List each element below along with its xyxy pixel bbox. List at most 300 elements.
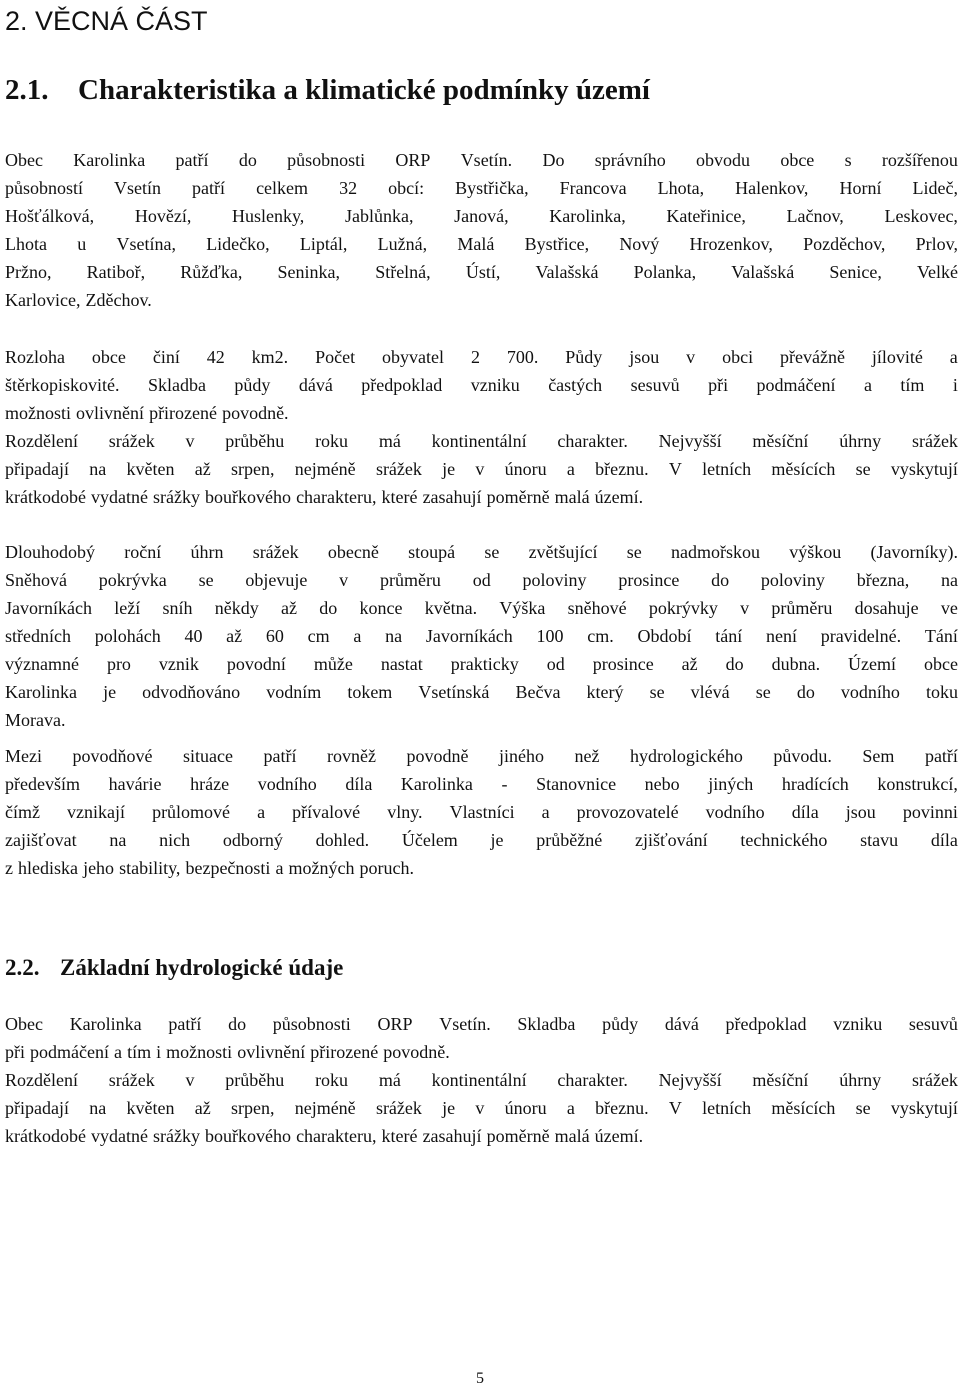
word: na	[89, 459, 107, 479]
word: působnosti	[287, 150, 366, 170]
text-line	[5, 650, 958, 678]
word: havárie	[108, 774, 162, 794]
word: půdy	[602, 1014, 639, 1034]
word: jílovité	[871, 347, 923, 367]
text-line	[5, 770, 958, 798]
word: Morava.	[5, 710, 66, 730]
word: Huslenky,	[231, 206, 305, 226]
word: významné	[5, 654, 79, 674]
word: květen	[126, 459, 175, 479]
word: přirozené	[310, 1042, 379, 1062]
word: Javorníkách	[5, 598, 92, 618]
word: Pržno,	[5, 262, 52, 282]
word: v	[185, 1070, 195, 1090]
word: nejméně	[294, 459, 356, 479]
word: Halenkov,	[735, 178, 809, 198]
word: charakteru,	[296, 1126, 377, 1146]
word: i	[952, 375, 958, 395]
word: štěrkopiskovité.	[5, 375, 120, 395]
word: srážek	[375, 1098, 422, 1118]
word: měsíční	[752, 431, 809, 451]
word: původu.	[773, 746, 832, 766]
word: které	[381, 1126, 418, 1146]
word: Sem	[862, 746, 895, 766]
word: se	[855, 459, 871, 479]
word: a	[257, 802, 266, 822]
word: Karolinka,	[549, 206, 626, 226]
word: srpen,	[230, 1098, 275, 1118]
word: a	[863, 375, 872, 395]
word: 42	[206, 347, 225, 367]
text-line	[5, 538, 958, 566]
word: vyskytují	[890, 459, 958, 479]
word: podmáčení	[30, 1042, 110, 1062]
word: Ratiboř,	[86, 262, 146, 282]
word: Účelem	[401, 830, 458, 850]
word: Vsetínská	[418, 682, 490, 702]
word: obce	[924, 654, 958, 674]
word: vlévá	[690, 682, 730, 702]
text-line	[5, 826, 958, 854]
word: Výška	[499, 598, 546, 618]
word: srážky	[153, 487, 201, 507]
word: na	[109, 830, 127, 850]
word: Polanka,	[633, 262, 697, 282]
word: se	[855, 1098, 871, 1118]
word: obecně	[327, 542, 379, 562]
word: Rozdělení	[5, 1070, 78, 1090]
word: ORP	[395, 150, 431, 170]
text-line	[5, 1038, 958, 1066]
word: jsou	[845, 802, 876, 822]
word: sesuvů	[908, 1014, 958, 1034]
word: v	[686, 347, 696, 367]
word: Hovězí,	[134, 206, 192, 226]
word: vzniku	[833, 1014, 883, 1034]
text-line	[5, 622, 958, 650]
word: Janová,	[454, 206, 509, 226]
word: Hošťálková,	[5, 206, 95, 226]
word: je	[442, 459, 456, 479]
word: má	[378, 1070, 401, 1090]
word: Karolinka	[69, 1014, 142, 1034]
word: i	[156, 1042, 162, 1062]
section-title: Základní hydrologické údaje	[60, 955, 344, 980]
word: obvodu	[696, 150, 751, 170]
word: Dlouhodobý	[5, 542, 95, 562]
word: povodní	[226, 654, 286, 674]
word: území.	[594, 487, 644, 507]
word: cm	[307, 626, 330, 646]
word: u	[77, 234, 87, 254]
word: do	[725, 654, 744, 674]
word: možnosti	[166, 1042, 233, 1062]
word: Lačnov,	[786, 206, 844, 226]
word: Liptál,	[299, 234, 348, 254]
word: území.	[594, 1126, 644, 1146]
word: Zděchov.	[85, 290, 152, 310]
word: letních	[702, 459, 752, 479]
word: Lhota	[5, 234, 47, 254]
word: Tání	[924, 626, 958, 646]
word: se	[755, 682, 771, 702]
word: Sněhová	[5, 570, 67, 590]
word: na	[385, 626, 403, 646]
word: březnu.	[595, 459, 649, 479]
word: vlny.	[387, 802, 423, 822]
word: -	[501, 774, 508, 794]
word: srážek	[252, 542, 299, 562]
word: patří	[192, 178, 226, 198]
word: Vsetína,	[116, 234, 176, 254]
word: od	[546, 654, 565, 674]
word: Růžďka,	[180, 262, 243, 282]
word: od	[472, 570, 491, 590]
word: ovlivnění	[76, 403, 145, 423]
word: v	[740, 598, 750, 618]
word: krátkodobé	[5, 487, 86, 507]
word: průlomové	[152, 802, 231, 822]
word: ovlivnění	[237, 1042, 306, 1062]
word: se	[626, 542, 642, 562]
word: V	[668, 459, 682, 479]
word: roku	[315, 431, 349, 451]
word: pravidelné.	[820, 626, 902, 646]
text-line	[5, 742, 958, 770]
word: jsou	[629, 347, 660, 367]
word: vodním	[266, 682, 322, 702]
text-line	[5, 371, 958, 399]
word: polohách	[94, 626, 161, 646]
word: a	[353, 626, 362, 646]
word: vyskytují	[890, 1098, 958, 1118]
word: Bečva	[515, 682, 561, 702]
word: pokrývka	[98, 570, 167, 590]
word: Mezi	[5, 746, 42, 766]
word: je	[490, 830, 504, 850]
word: se	[198, 570, 214, 590]
word: prosince	[592, 654, 654, 674]
text-line	[5, 202, 958, 230]
word: do	[319, 598, 338, 618]
word: půdy	[234, 375, 271, 395]
word: Bystřice,	[524, 234, 590, 254]
word: se	[649, 682, 665, 702]
section-number: 2.1.	[5, 74, 49, 106]
word: května.	[424, 598, 478, 618]
word: jiných	[708, 774, 754, 794]
word: března,	[856, 570, 910, 590]
word: ve	[940, 598, 958, 618]
word: 2	[470, 347, 480, 367]
word: do	[228, 1014, 247, 1034]
word: nadmořskou	[671, 542, 761, 562]
word: než	[574, 746, 600, 766]
word: při	[5, 1042, 25, 1062]
word: srážek	[911, 1070, 958, 1090]
word: povodně.	[222, 403, 289, 423]
word: prakticky	[450, 654, 519, 674]
word: obce	[91, 347, 126, 367]
word: kontinentální	[431, 431, 527, 451]
word: srážek	[108, 1070, 155, 1090]
text-line	[5, 1066, 958, 1094]
word: především	[5, 774, 80, 794]
word: úhrn	[190, 542, 224, 562]
word: krátkodobé	[5, 1126, 86, 1146]
word: do	[796, 682, 815, 702]
word: Karolinka	[5, 682, 77, 702]
word: průběžné	[536, 830, 603, 850]
word: Karlovice,	[5, 290, 81, 310]
word: objevuje	[245, 570, 308, 590]
text-line	[5, 678, 958, 706]
word: až	[226, 626, 243, 646]
word: častých	[548, 375, 603, 395]
word: konstrukcí,	[877, 774, 958, 794]
word: možnosti	[5, 403, 71, 423]
word: poměrně	[486, 1126, 550, 1146]
word: poměrně	[486, 487, 550, 507]
word: vznikají	[67, 802, 126, 822]
word: roku	[315, 1070, 349, 1090]
word: a	[566, 459, 575, 479]
word: Skladba	[147, 375, 206, 395]
word: Horní	[839, 178, 882, 198]
word: zjišťování	[634, 830, 708, 850]
word: nich	[159, 830, 191, 850]
word: až	[194, 459, 211, 479]
word: až	[681, 654, 698, 674]
word: letních	[702, 1098, 752, 1118]
word: pro	[106, 654, 131, 674]
word: zvětšující	[528, 542, 598, 562]
word: (Javorníky).	[870, 542, 958, 562]
word: vydatné	[91, 1126, 148, 1146]
text-line	[5, 230, 958, 258]
word: předpoklad	[361, 375, 443, 395]
word: 60	[265, 626, 284, 646]
text-line	[5, 399, 958, 427]
text-line	[5, 483, 958, 511]
text-line	[5, 854, 958, 882]
word: povodňové	[72, 746, 153, 766]
word: srážek	[375, 459, 422, 479]
word: Prlov,	[915, 234, 958, 254]
word: Kateřinice,	[666, 206, 746, 226]
word: Období	[637, 626, 692, 646]
word: na	[941, 570, 958, 590]
word: má	[378, 431, 401, 451]
word: květen	[126, 1098, 175, 1118]
word: z	[5, 858, 13, 878]
word: leží	[114, 598, 141, 618]
text-line	[5, 455, 958, 483]
word: převážně	[780, 347, 845, 367]
section-heading-2-1	[5, 72, 650, 108]
word: poruch.	[359, 858, 414, 878]
word: bouřkového	[205, 487, 292, 507]
word: je	[442, 1098, 456, 1118]
word: konce	[359, 598, 403, 618]
word: měsíční	[752, 1070, 809, 1090]
word: středních	[5, 626, 71, 646]
word: jeho	[83, 858, 115, 878]
paragraph	[5, 343, 958, 511]
word: bezpečnosti	[185, 858, 271, 878]
word: Jablůnka,	[344, 206, 414, 226]
word: situace	[182, 746, 233, 766]
word: vodního	[840, 682, 900, 702]
word: poloviny	[522, 570, 587, 590]
word: zasahují	[422, 1126, 482, 1146]
word: březnu.	[595, 1098, 649, 1118]
word: Karolinka	[73, 150, 146, 170]
word: Území	[848, 654, 897, 674]
word: poloviny	[760, 570, 825, 590]
word: Senice,	[829, 262, 882, 282]
word: Počet	[315, 347, 356, 367]
word: Vsetín.	[460, 150, 513, 170]
word: odvodňováno	[142, 682, 241, 702]
word: 32	[339, 178, 358, 198]
word: obce	[780, 150, 815, 170]
word: díla	[791, 802, 819, 822]
word: dosahuje	[854, 598, 919, 618]
word: vydatné	[91, 487, 148, 507]
text-line	[5, 594, 958, 622]
word: připadají	[5, 459, 69, 479]
word: obyvatel	[382, 347, 445, 367]
word: 40	[184, 626, 203, 646]
word: Leskovec,	[884, 206, 958, 226]
word: povinni	[902, 802, 958, 822]
word: Lideč,	[912, 178, 958, 198]
word: 700.	[506, 347, 539, 367]
word: dubna.	[771, 654, 821, 674]
word: připadají	[5, 1098, 69, 1118]
word: malá	[554, 1126, 590, 1146]
word: sníh	[162, 598, 193, 618]
word: které	[381, 487, 418, 507]
word: Valašská	[535, 262, 599, 282]
word: tím	[127, 1042, 152, 1062]
word: ORP	[377, 1014, 413, 1034]
word: Javorníkách	[425, 626, 513, 646]
word: srážky	[153, 1126, 201, 1146]
word: v	[339, 570, 349, 590]
text-line	[5, 286, 958, 314]
word: celkem	[256, 178, 309, 198]
word: a	[275, 858, 284, 878]
word: měsících	[771, 459, 836, 479]
word: v	[475, 459, 485, 479]
word: srážek	[108, 431, 155, 451]
word: patří	[168, 1014, 202, 1034]
word: Nejvyšší	[658, 431, 722, 451]
word: přirozené	[149, 403, 218, 423]
word: V	[668, 1098, 682, 1118]
word: Ústí,	[465, 262, 501, 282]
word: hlediska	[18, 858, 79, 878]
word: odborný	[222, 830, 283, 850]
word: malá	[554, 487, 590, 507]
word: rovněž	[326, 746, 376, 766]
word: Vsetín	[114, 178, 162, 198]
word: v	[185, 431, 195, 451]
word: úhrny	[839, 431, 882, 451]
word: díla	[930, 830, 958, 850]
word: činí	[152, 347, 180, 367]
word: rozšířenou	[881, 150, 958, 170]
word: Rozloha	[5, 347, 65, 367]
word: charakter.	[557, 1070, 628, 1090]
word: který	[586, 682, 624, 702]
word: cm.	[587, 626, 614, 646]
word: povodně	[406, 746, 469, 766]
word: Lhota,	[657, 178, 705, 198]
word: se	[484, 542, 500, 562]
word: Bystřička,	[455, 178, 529, 198]
text-line	[5, 146, 958, 174]
word: působností	[5, 178, 84, 198]
word: správního	[594, 150, 666, 170]
word: někdy	[214, 598, 259, 618]
word: únoru	[504, 1098, 547, 1118]
word: průměru	[771, 598, 833, 618]
word: nastat	[380, 654, 423, 674]
word: a	[566, 1098, 575, 1118]
word: srážek	[911, 431, 958, 451]
text-line	[5, 1122, 958, 1150]
word: Karolinka	[400, 774, 473, 794]
word: průběhu	[225, 1070, 285, 1090]
word: zasahují	[422, 487, 482, 507]
word: stoupá	[408, 542, 456, 562]
word: hradících	[781, 774, 849, 794]
word: může	[313, 654, 353, 674]
word: tání	[715, 626, 743, 646]
section-heading-2-2	[5, 953, 343, 983]
paragraph	[5, 742, 958, 882]
word: Hrozenkov,	[689, 234, 773, 254]
word: jiného	[498, 746, 544, 766]
word: hydrologického	[629, 746, 743, 766]
paragraph	[5, 538, 958, 734]
word: Stanovnice	[536, 774, 617, 794]
word: průběhu	[225, 431, 285, 451]
word: obci	[722, 347, 754, 367]
word: stability,	[119, 858, 181, 878]
word: Nový	[619, 234, 660, 254]
word: vodního	[705, 802, 765, 822]
word: na	[89, 1098, 107, 1118]
word: Vlastníci	[449, 802, 515, 822]
word: tokem	[347, 682, 393, 702]
word: Lidečko,	[206, 234, 270, 254]
section-number: 2.2.	[5, 955, 40, 980]
word: a	[114, 1042, 123, 1062]
word: Lužná,	[377, 234, 428, 254]
word: pokrývky	[648, 598, 718, 618]
word: Obec	[5, 1014, 43, 1034]
word: tím	[900, 375, 925, 395]
word: sněhové	[567, 598, 627, 618]
word: dává	[298, 375, 333, 395]
word: až	[194, 1098, 211, 1118]
page-number: 5	[476, 1370, 484, 1387]
word: při	[708, 375, 729, 395]
